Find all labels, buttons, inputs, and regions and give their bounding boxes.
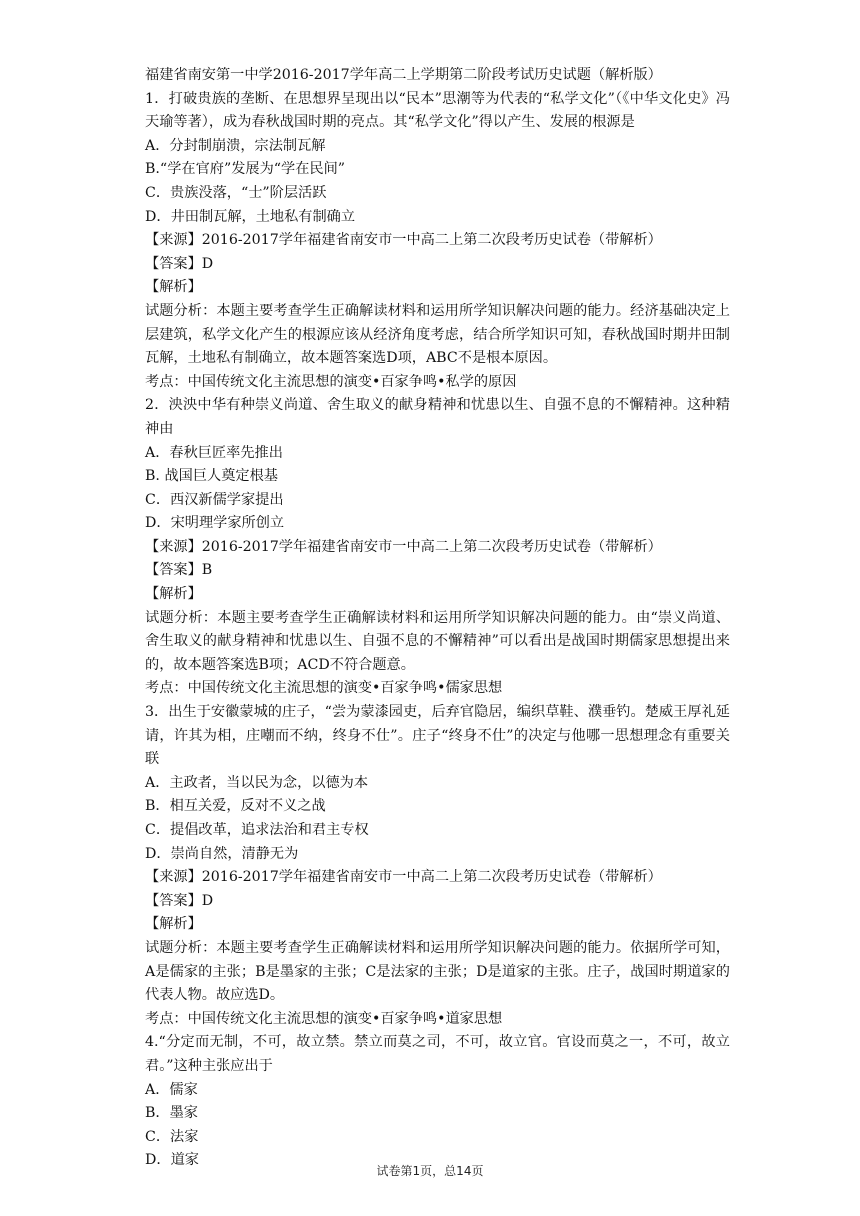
question-stem: 3．出生于安徽蒙城的庄子，“尝为蒙漆园吏，后弃官隐居，编织草鞋、濮垂钓。楚威王厚礼延请，许其为相，庄嘲而不纳，终身不仕”。庄子“终身不仕”的决定与他哪一思想理念有重要关联 bbox=[145, 704, 730, 768]
question-stem: 2．泱泱中华有种崇义尚道、舍生取义的献身精神和忧患以生、自强不息的不懈精神。这种精神由 bbox=[145, 397, 730, 437]
option-a: A．儒家 bbox=[145, 1081, 198, 1098]
question-stem: 4.“分定而无制，不可，故立禁。禁立而莫之司，不可，故立官。官设而莫之一，不可，故立君。”这种主张应出于 bbox=[145, 1034, 730, 1074]
option-d: D．宋明理学家所创立 bbox=[145, 515, 285, 532]
option-c: C．提倡改革，追求法治和君主专权 bbox=[145, 822, 369, 838]
question-answer: 【答案】D bbox=[145, 255, 214, 272]
question-answer: 【答案】B bbox=[145, 562, 213, 579]
analysis-text: 试题分析：本题主要考查学生正确解读材料和运用所学知识解决问题的能力。由“崇义尚道、舍生取义的献身精神和忧患以生、自强不息的不懈精神”可以看出是战国时期儒家思想提出来的，故本题答案选B项；ACD不符合题意。 bbox=[145, 609, 730, 673]
option-a: A．主政者，当以民为念，以德为本 bbox=[145, 774, 369, 791]
analysis-heading: 【解析】 bbox=[145, 586, 202, 603]
question-answer: 【答案】D bbox=[145, 892, 214, 909]
option-b: B．相互关爱，反对不义之战 bbox=[145, 798, 326, 815]
analysis-heading: 【解析】 bbox=[145, 279, 202, 296]
question-4 bbox=[145, 1031, 730, 1173]
option-c: C．法家 bbox=[145, 1128, 199, 1145]
option-c: C．贵族没落，“士”阶层活跃 bbox=[145, 184, 327, 201]
option-c: C．西汉新儒学家提出 bbox=[145, 491, 284, 508]
option-a: A．春秋巨匠率先推出 bbox=[145, 444, 283, 461]
option-d: D．井田制瓦解，土地私有制确立 bbox=[145, 208, 356, 225]
page-footer: 试卷第1页，总14页 bbox=[376, 1164, 484, 1178]
option-d: D．崇尚自然，清静无为 bbox=[145, 845, 299, 862]
option-b: B．墨家 bbox=[145, 1105, 198, 1122]
question-2 bbox=[145, 394, 730, 701]
document-page bbox=[145, 64, 730, 1173]
analysis-heading: 【解析】 bbox=[145, 916, 202, 933]
question-source: 【来源】2016-2017学年福建省南安市一中高二上第二次段考历史试卷（带解析） bbox=[145, 869, 662, 886]
knowledge-point: 考点：中国传统文化主流思想的演变•百家争鸣•儒家思想 bbox=[145, 680, 503, 697]
question-stem: 1．打破贵族的垄断、在思想界呈现出以“民本”思潮等为代表的“私学文化”（《中华文化史》冯天瑜等著），成为春秋战国时期的亮点。其“私学文化”得以产生、发展的根源是 bbox=[145, 90, 730, 131]
question-source: 【来源】2016-2017学年福建省南安市一中高二上第二次段考历史试卷（带解析） bbox=[145, 232, 662, 249]
option-d: D．道家 bbox=[145, 1152, 199, 1169]
question-source: 【来源】2016-2017学年福建省南安市一中高二上第二次段考历史试卷（带解析） bbox=[145, 538, 662, 555]
option-b: B. 战国巨人奠定根基 bbox=[145, 468, 278, 485]
analysis-text: 试题分析：本题主要考查学生正确解读材料和运用所学知识解决问题的能力。依据所学可知，A是儒家的主张；B是墨家的主张；C是法家的主张；D是道家的主张。庄子，战国时期道家的代表人物。故应选D。 bbox=[145, 939, 730, 1004]
question-3 bbox=[145, 701, 730, 1031]
option-a: A．分封制崩溃，宗法制瓦解 bbox=[145, 137, 326, 154]
option-b: B.“学在官府”发展为“学在民间” bbox=[145, 161, 346, 178]
document-title: 福建省南安第一中学2016-2017学年高二上学期第二阶段考试历史试题（解析版） bbox=[145, 67, 662, 83]
knowledge-point: 考点：中国传统文化主流思想的演变•百家争鸣•道家思想 bbox=[145, 1010, 503, 1027]
knowledge-point: 考点：中国传统文化主流思想的演变•百家争鸣•私学的原因 bbox=[145, 373, 517, 390]
question-1 bbox=[145, 88, 730, 395]
analysis-text: 试题分析：本题主要考查学生正确解读材料和运用所学知识解决问题的能力。经济基础决定上层建筑，私学文化产生的根源应该从经济角度考虑，结合所学知识可知，春秋战国时期井田制瓦解，土地私有制确立，故本题答案选D项，ABC不是根本原因。 bbox=[145, 302, 730, 367]
